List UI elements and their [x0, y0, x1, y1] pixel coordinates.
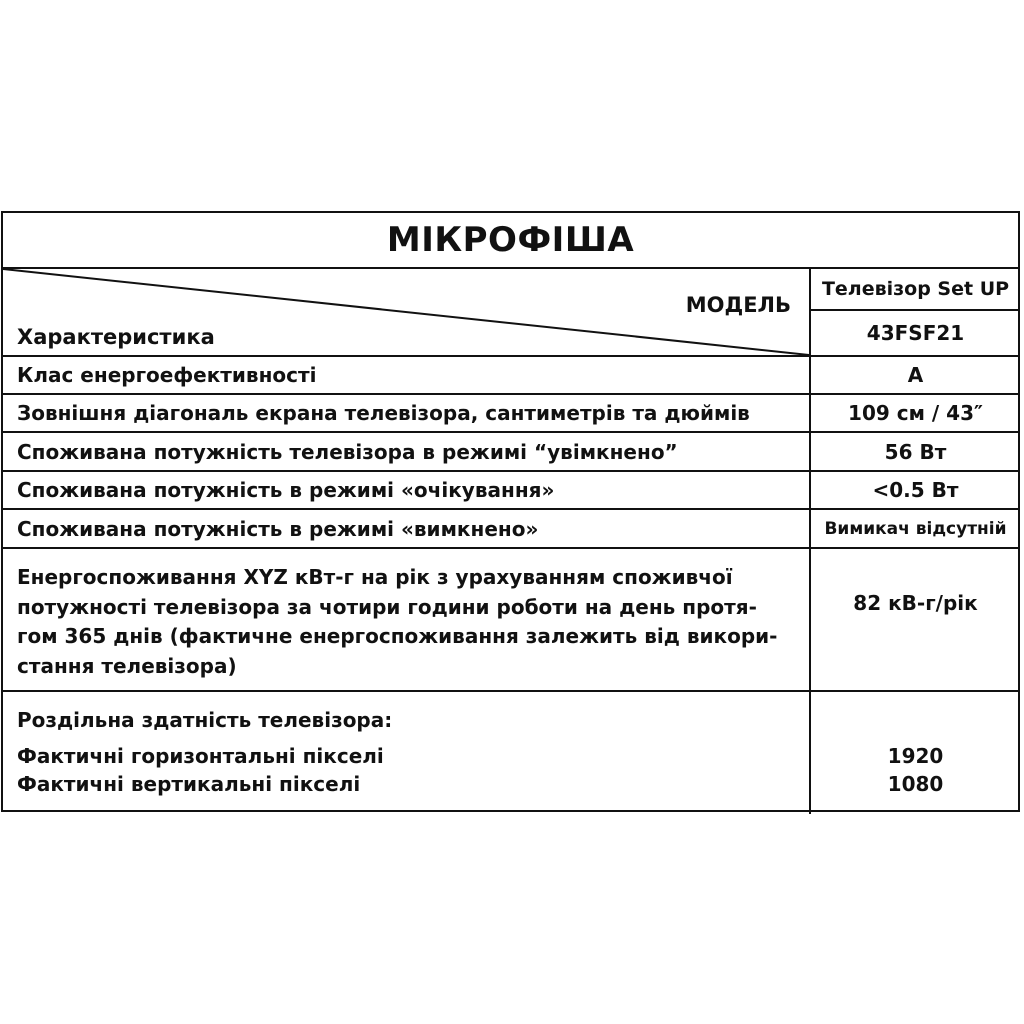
- model-name-cell: Телевізор Set UP: [811, 269, 1020, 311]
- energy-line: Енергоспоживання XYZ кВт-г на рік з урахуванням споживчої: [17, 565, 733, 589]
- table-row: [3, 395, 1018, 433]
- row-value-power-on: 56 Вт: [884, 439, 947, 464]
- energy-line: гом 365 днів (фактичне енергоспоживання залежить від викори-: [17, 624, 778, 648]
- row-label-standby: Споживана потужність в режимі «очікування»: [17, 478, 555, 502]
- model-header-label: МОДЕЛЬ: [685, 293, 791, 317]
- table-title: МІКРОФІША: [3, 213, 1018, 269]
- horizontal-pixels-value: 1920: [887, 744, 944, 768]
- row-label-off-mode: Споживана потужність в режимі «вимкнено»: [17, 516, 539, 541]
- table-row: [3, 472, 1018, 510]
- row-value-off-mode: Вимикач відсутній: [824, 518, 1007, 539]
- row-label-power-on: Споживана потужність телевізора в режимі “увімкнено”: [17, 439, 678, 464]
- header-characteristic-cell: [3, 269, 809, 357]
- row-label-energy-class: Клас енергоефективності: [17, 363, 317, 387]
- row-label-diagonal: Зовнішня діагональ екрана телевізора, сантиметрів та дюймів: [17, 401, 750, 425]
- table-row: [3, 357, 1018, 395]
- row-value-standby: <0.5 Вт: [872, 478, 959, 502]
- energy-value: 82 кВ-г/рік: [853, 591, 978, 615]
- energy-line: стання телевізора): [17, 653, 237, 678]
- vertical-pixels-value: 1080: [887, 772, 944, 796]
- table-row: [3, 510, 1018, 549]
- characteristic-header-label: Характеристика: [17, 325, 215, 349]
- table-row: [3, 433, 1018, 472]
- row-value-energy-class: A: [907, 363, 924, 387]
- energy-description: [17, 563, 797, 681]
- resolution-title: Роздільна здатність телевізора:: [17, 708, 393, 732]
- vertical-pixels-label: Фактичні вертикальні пікселі: [17, 772, 361, 796]
- microfiche-table: [1, 211, 1020, 812]
- row-value-diagonal: 109 см / 43″: [848, 401, 983, 425]
- energy-line: потужності телевізора за чотири години роботи на день протя-: [17, 594, 757, 619]
- table-row-resolution: [3, 692, 1018, 810]
- table-row-energy: [3, 549, 1018, 692]
- model-code-cell: 43FSF21: [811, 311, 1020, 357]
- horizontal-pixels-label: Фактичні горизонтальні пікселі: [17, 744, 384, 768]
